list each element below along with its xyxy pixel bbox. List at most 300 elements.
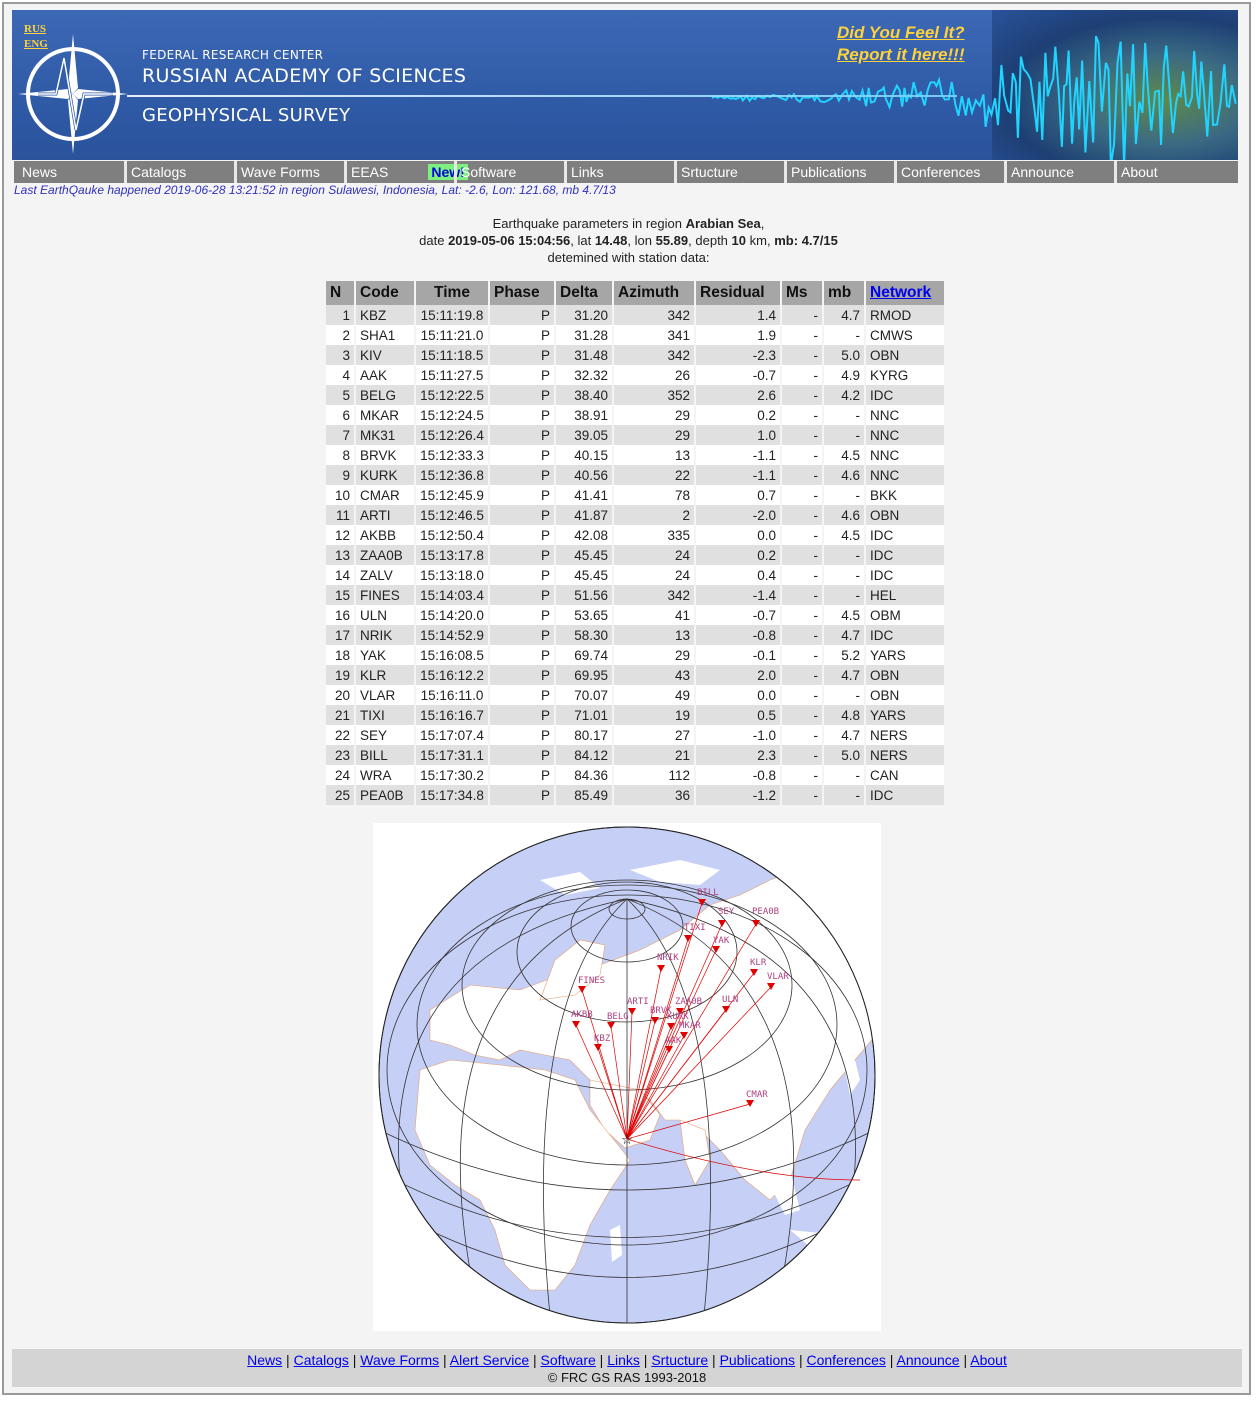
station-map xyxy=(373,823,881,1331)
row-n-cell: 22 xyxy=(326,725,355,745)
ms-cell: - xyxy=(781,385,823,405)
table-row xyxy=(326,585,945,605)
table-row xyxy=(326,725,945,745)
delta-cell: 71.01 xyxy=(555,705,613,725)
table-header-row xyxy=(326,281,945,305)
station-code-cell: KLR xyxy=(355,665,415,685)
arrival-time-cell: 15:16:11.0 xyxy=(415,685,489,705)
mb-cell: 4.5 xyxy=(823,525,865,545)
table-row xyxy=(326,545,945,565)
station-code-cell: KIV xyxy=(355,345,415,365)
phase-cell: P xyxy=(489,565,555,585)
azimuth-cell: 352 xyxy=(613,385,695,405)
lang-eng-link[interactable]: ENG xyxy=(24,38,48,50)
station-code-cell: ZAA0B xyxy=(355,545,415,565)
row-n-cell: 13 xyxy=(326,545,355,565)
delta-cell: 69.95 xyxy=(555,665,613,685)
station-label: ARTI xyxy=(627,997,649,1007)
table-row xyxy=(326,305,945,325)
language-switch xyxy=(24,22,48,52)
table-row xyxy=(326,325,945,345)
table-row xyxy=(326,785,945,805)
network-cell: IDC xyxy=(865,625,945,645)
mb-label: mb: xyxy=(774,233,799,248)
arrival-time-cell: 15:11:21.0 xyxy=(415,325,489,345)
ms-cell: - xyxy=(781,645,823,665)
footer-separator: | xyxy=(885,1352,897,1368)
station-code-cell: AKBB xyxy=(355,525,415,545)
row-n-cell: 17 xyxy=(326,625,355,645)
ms-cell: - xyxy=(781,585,823,605)
nav-label: Links xyxy=(571,164,604,180)
arrival-time-cell: 15:12:45.9 xyxy=(415,485,489,505)
footer-link-news[interactable]: News xyxy=(247,1352,283,1368)
station-code-cell: WRA xyxy=(355,765,415,785)
row-n-cell: 16 xyxy=(326,605,355,625)
ms-cell: - xyxy=(781,405,823,425)
report-link[interactable]: Report it here!!! xyxy=(837,45,965,64)
station-label: ULN xyxy=(722,995,739,1005)
network-cell: CAN xyxy=(865,765,945,785)
new-badge: New! xyxy=(428,164,467,180)
ms-cell: - xyxy=(781,545,823,565)
table-row xyxy=(326,625,945,645)
row-n-cell: 7 xyxy=(326,425,355,445)
delta-cell: 32.32 xyxy=(555,365,613,385)
footer-link-alert-service[interactable]: Alert Service xyxy=(449,1352,530,1368)
row-n-cell: 8 xyxy=(326,445,355,465)
mb-cell: - xyxy=(823,565,865,585)
station-table xyxy=(326,281,946,805)
footer-separator: | xyxy=(282,1352,294,1368)
footer-separator: | xyxy=(708,1352,720,1368)
station-code-cell: KBZ xyxy=(355,305,415,325)
site-footer xyxy=(12,1349,1242,1387)
nav-about[interactable] xyxy=(1114,161,1224,183)
azimuth-cell: 342 xyxy=(613,345,695,365)
residual-cell: 0.2 xyxy=(695,545,781,565)
network-cell: NNC xyxy=(865,445,945,465)
row-n-cell: 4 xyxy=(326,365,355,385)
delta-cell: 41.87 xyxy=(555,505,613,525)
site-header xyxy=(12,10,1238,160)
station-code-cell: CMAR xyxy=(355,485,415,505)
col-delta: Delta xyxy=(555,281,613,305)
residual-cell: 0.7 xyxy=(695,485,781,505)
arrival-time-cell: 15:17:07.4 xyxy=(415,725,489,745)
station-code-cell: BELG xyxy=(355,385,415,405)
arrival-time-cell: 15:11:27.5 xyxy=(415,365,489,385)
table-row xyxy=(326,685,945,705)
station-label: PEA0B xyxy=(752,907,780,917)
did-you-feel-it xyxy=(837,22,965,66)
row-n-cell: 18 xyxy=(326,645,355,665)
footer-separator: | xyxy=(529,1352,541,1368)
azimuth-cell: 78 xyxy=(613,485,695,505)
phase-cell: P xyxy=(489,765,555,785)
mb-cell: 4.5 xyxy=(823,445,865,465)
residual-cell: 1.9 xyxy=(695,325,781,345)
azimuth-cell: 29 xyxy=(613,405,695,425)
epicenter-star-icon: ☆ xyxy=(621,1133,633,1148)
phase-cell: P xyxy=(489,705,555,725)
network-cell: IDC xyxy=(865,785,945,805)
station-code-cell: TIXI xyxy=(355,705,415,725)
ms-cell: - xyxy=(781,445,823,465)
mb-cell: - xyxy=(823,685,865,705)
last-earthquake-ticker[interactable]: Last EarthQauke happened 2019-06-28 13:21:52 in region Sulawesi, Indonesia, Lat: -2.6, Lon: 121.68, mb 4.7/13 xyxy=(14,183,616,197)
table-row xyxy=(326,365,945,385)
delta-cell: 39.05 xyxy=(555,425,613,445)
phase-cell: P xyxy=(489,745,555,765)
azimuth-cell: 342 xyxy=(613,305,695,325)
footer-link-software[interactable]: Software xyxy=(540,1352,596,1368)
ms-cell: - xyxy=(781,305,823,325)
azimuth-cell: 36 xyxy=(613,785,695,805)
network-cell: IDC xyxy=(865,565,945,585)
nav-conferences[interactable] xyxy=(894,161,1004,183)
arrival-time-cell: 15:12:46.5 xyxy=(415,505,489,525)
col-ms: Ms xyxy=(781,281,823,305)
footer-link-announce[interactable]: Announce xyxy=(896,1352,960,1368)
station-label: CMAR xyxy=(746,1090,768,1100)
phase-cell: P xyxy=(489,785,555,805)
residual-cell: -0.8 xyxy=(695,625,781,645)
network-cell: IDC xyxy=(865,525,945,545)
phase-cell: P xyxy=(489,685,555,705)
ms-cell: - xyxy=(781,465,823,485)
nav-label: Catalogs xyxy=(131,164,187,180)
station-label: YAK xyxy=(713,936,730,946)
delta-cell: 38.40 xyxy=(555,385,613,405)
header-line-1: FEDERAL RESEARCH CENTER xyxy=(142,48,324,62)
delta-cell: 53.65 xyxy=(555,605,613,625)
ms-cell: - xyxy=(781,505,823,525)
delta-cell: 41.41 xyxy=(555,485,613,505)
station-code-cell: BILL xyxy=(355,745,415,765)
globe-map-svg xyxy=(373,823,881,1331)
station-table-body xyxy=(326,305,945,805)
station-label: NRIK xyxy=(657,953,679,963)
residual-cell: 1.0 xyxy=(695,425,781,445)
footer-separator: | xyxy=(959,1352,971,1368)
station-code-cell: FINES xyxy=(355,585,415,605)
azimuth-cell: 22 xyxy=(613,465,695,485)
phase-cell: P xyxy=(489,345,555,365)
arrival-time-cell: 15:13:17.8 xyxy=(415,545,489,565)
depth-unit: km xyxy=(749,233,767,248)
station-code-cell: VLAR xyxy=(355,685,415,705)
row-n-cell: 9 xyxy=(326,465,355,485)
station-label: FINES xyxy=(578,976,606,986)
azimuth-cell: 341 xyxy=(613,325,695,345)
station-label: BELG xyxy=(607,1012,629,1022)
arrival-time-cell: 15:12:26.4 xyxy=(415,425,489,445)
ms-cell: - xyxy=(781,485,823,505)
station-label: KURK xyxy=(667,1012,689,1022)
row-n-cell: 6 xyxy=(326,405,355,425)
phase-cell: P xyxy=(489,385,555,405)
phase-cell: P xyxy=(489,505,555,525)
header-divider xyxy=(127,95,957,97)
row-n-cell: 10 xyxy=(326,485,355,505)
row-n-cell: 2 xyxy=(326,325,355,345)
network-cell: IDC xyxy=(865,545,945,565)
phase-cell: P xyxy=(489,585,555,605)
table-row xyxy=(326,385,945,405)
station-label: MKAR xyxy=(679,1021,701,1031)
phase-cell: P xyxy=(489,465,555,485)
azimuth-cell: 43 xyxy=(613,665,695,685)
arrival-time-cell: 15:13:18.0 xyxy=(415,565,489,585)
station-code-cell: MKAR xyxy=(355,405,415,425)
delta-cell: 40.56 xyxy=(555,465,613,485)
ms-cell: - xyxy=(781,365,823,385)
network-cell: YARS xyxy=(865,645,945,665)
col-network xyxy=(865,281,945,305)
residual-cell: -0.7 xyxy=(695,605,781,625)
residual-cell: -0.8 xyxy=(695,765,781,785)
station-label: SEY xyxy=(718,907,735,917)
network-cell: YARS xyxy=(865,705,945,725)
nav-announce[interactable] xyxy=(1004,161,1114,183)
phase-cell: P xyxy=(489,365,555,385)
azimuth-cell: 13 xyxy=(613,445,695,465)
nav-links[interactable] xyxy=(564,161,674,183)
arrival-time-cell: 15:17:34.8 xyxy=(415,785,489,805)
seismogram-line xyxy=(712,36,1236,160)
mb-cell: 4.7 xyxy=(823,305,865,325)
delta-cell: 69.74 xyxy=(555,645,613,665)
table-row xyxy=(326,645,945,665)
col-time: Time xyxy=(415,281,489,305)
network-cell: HEL xyxy=(865,585,945,605)
residual-cell: -1.4 xyxy=(695,585,781,605)
station-code-cell: KURK xyxy=(355,465,415,485)
event-parameters xyxy=(0,215,1257,266)
delta-cell: 51.56 xyxy=(555,585,613,605)
residual-cell: 0.0 xyxy=(695,525,781,545)
station-code-cell: SHA1 xyxy=(355,325,415,345)
phase-cell: P xyxy=(489,525,555,545)
delta-cell: 58.30 xyxy=(555,625,613,645)
phase-cell: P xyxy=(489,445,555,465)
arrival-time-cell: 15:14:20.0 xyxy=(415,605,489,625)
ms-cell: - xyxy=(781,425,823,445)
azimuth-cell: 49 xyxy=(613,685,695,705)
arrival-time-cell: 15:11:19.8 xyxy=(415,305,489,325)
row-n-cell: 1 xyxy=(326,305,355,325)
nav-news[interactable] xyxy=(14,161,124,183)
col-residual: Residual xyxy=(695,281,781,305)
azimuth-cell: 335 xyxy=(613,525,695,545)
row-n-cell: 19 xyxy=(326,665,355,685)
mb-cell: 4.7 xyxy=(823,665,865,685)
mb-cell: 5.0 xyxy=(823,745,865,765)
station-label: AAK xyxy=(665,1036,682,1046)
row-n-cell: 21 xyxy=(326,705,355,725)
mb-cell: 4.7 xyxy=(823,725,865,745)
residual-cell: 2.3 xyxy=(695,745,781,765)
params-line-1: Earthquake parameters in region Arabian Sea, xyxy=(492,216,765,231)
nav-wave-forms[interactable] xyxy=(234,161,344,183)
delta-cell: 42.08 xyxy=(555,525,613,545)
nav-structure[interactable] xyxy=(674,161,784,183)
network-cell: OBM xyxy=(865,605,945,625)
event-mb: 4.7/15 xyxy=(801,233,838,248)
lang-rus-link[interactable]: RUS xyxy=(24,23,47,35)
footer-link-links[interactable]: Links xyxy=(607,1352,640,1368)
ms-cell: - xyxy=(781,325,823,345)
date-label: date xyxy=(419,233,445,248)
nav-software[interactable] xyxy=(454,161,564,183)
station-code-cell: ULN xyxy=(355,605,415,625)
station-label: TIXI xyxy=(684,923,706,933)
ms-cell: - xyxy=(781,345,823,365)
params-line-2: date 2019-05-06 15:04:56, lat 14.48, lon 55.89, depth 10 km, mb: 4.7/15 xyxy=(419,233,838,248)
table-row xyxy=(326,505,945,525)
footer-link-about[interactable]: About xyxy=(970,1352,1007,1368)
network-cell: OBN xyxy=(865,505,945,525)
azimuth-cell: 24 xyxy=(613,545,695,565)
mb-cell: - xyxy=(823,405,865,425)
event-lat: 14.48 xyxy=(594,233,628,248)
table-row xyxy=(326,405,945,425)
phase-cell: P xyxy=(489,405,555,425)
network-cell: CMWS xyxy=(865,325,945,345)
footer-link-publications[interactable]: Publications xyxy=(719,1352,796,1368)
network-cell: OBN xyxy=(865,665,945,685)
network-cell: NERS xyxy=(865,745,945,765)
table-row xyxy=(326,665,945,685)
footer-separator: | xyxy=(439,1352,450,1368)
mb-cell: - xyxy=(823,545,865,565)
arrival-time-cell: 15:16:16.7 xyxy=(415,705,489,725)
delta-cell: 31.20 xyxy=(555,305,613,325)
azimuth-cell: 13 xyxy=(613,625,695,645)
table-row xyxy=(326,745,945,765)
phase-cell: P xyxy=(489,305,555,325)
azimuth-cell: 24 xyxy=(613,565,695,585)
row-n-cell: 3 xyxy=(326,345,355,365)
station-code-cell: MK31 xyxy=(355,425,415,445)
station-label: KLR xyxy=(750,958,767,968)
mb-cell: 4.9 xyxy=(823,365,865,385)
residual-cell: 2.6 xyxy=(695,385,781,405)
station-label: AKBB xyxy=(571,1010,593,1020)
nav-label: EEAS xyxy=(351,164,389,180)
delta-cell: 84.12 xyxy=(555,745,613,765)
ms-cell: - xyxy=(781,745,823,765)
residual-cell: -1.1 xyxy=(695,445,781,465)
nav-label: Software xyxy=(461,164,517,180)
ms-cell: - xyxy=(781,605,823,625)
station-label: KBZ xyxy=(594,1034,611,1044)
mb-cell: 4.2 xyxy=(823,385,865,405)
header-line-2: RUSSIAN ACADEMY OF SCIENCES xyxy=(142,65,467,87)
nav-label: Announce xyxy=(1011,164,1075,180)
table-row xyxy=(326,765,945,785)
ms-cell: - xyxy=(781,665,823,685)
station-label: BILL xyxy=(697,888,719,898)
arrival-time-cell: 15:11:18.5 xyxy=(415,345,489,365)
network-cell: NNC xyxy=(865,405,945,425)
footer-separator: | xyxy=(595,1352,608,1368)
arrival-time-cell: 15:16:12.2 xyxy=(415,665,489,685)
arrival-time-cell: 15:14:52.9 xyxy=(415,625,489,645)
row-n-cell: 12 xyxy=(326,525,355,545)
arrival-time-cell: 15:17:31.1 xyxy=(415,745,489,765)
delta-cell: 38.91 xyxy=(555,405,613,425)
event-date: 2019-05-06 15:04:56 xyxy=(448,233,571,248)
footer-link-conferences[interactable]: Conferences xyxy=(806,1352,886,1368)
station-code-cell: SEY xyxy=(355,725,415,745)
mb-cell: - xyxy=(823,485,865,505)
azimuth-cell: 26 xyxy=(613,365,695,385)
delta-cell: 31.48 xyxy=(555,345,613,365)
phase-cell: P xyxy=(489,625,555,645)
phase-cell: P xyxy=(489,605,555,625)
residual-cell: 0.4 xyxy=(695,565,781,585)
delta-cell: 40.15 xyxy=(555,445,613,465)
mb-cell: 4.5 xyxy=(823,605,865,625)
mb-cell: - xyxy=(823,325,865,345)
col-code: Code xyxy=(355,281,415,305)
azimuth-cell: 27 xyxy=(613,725,695,745)
network-cell: NERS xyxy=(865,725,945,745)
ms-cell: - xyxy=(781,625,823,645)
delta-cell: 84.36 xyxy=(555,765,613,785)
feel-question-link[interactable]: Did You Feel It? xyxy=(837,23,965,42)
footer-link-srtucture[interactable]: Srtucture xyxy=(651,1352,709,1368)
nav-label: About xyxy=(1121,164,1158,180)
copyright-text: © FRC GS RAS 1993-2018 xyxy=(547,1370,707,1385)
arrival-time-cell: 15:14:03.4 xyxy=(415,585,489,605)
mb-cell: - xyxy=(823,425,865,445)
network-cell: IDC xyxy=(865,385,945,405)
col-mb: mb xyxy=(823,281,865,305)
nav-catalogs[interactable] xyxy=(124,161,234,183)
header-line-3: GEOPHYSICAL SURVEY xyxy=(142,105,351,126)
ms-cell: - xyxy=(781,765,823,785)
mb-cell: - xyxy=(823,585,865,605)
delta-cell: 80.17 xyxy=(555,725,613,745)
footer-link-catalogs[interactable]: Catalogs xyxy=(293,1352,349,1368)
network-cell: OBN xyxy=(865,345,945,365)
azimuth-cell: 2 xyxy=(613,505,695,525)
arrival-time-cell: 15:12:50.4 xyxy=(415,525,489,545)
lat-label: lat xyxy=(577,233,592,248)
azimuth-cell: 21 xyxy=(613,745,695,765)
network-cell: BKK xyxy=(865,485,945,505)
nav-eeas[interactable] xyxy=(344,161,465,183)
mb-cell: 4.6 xyxy=(823,465,865,485)
arrival-time-cell: 15:12:24.5 xyxy=(415,405,489,425)
network-cell: NNC xyxy=(865,465,945,485)
table-row xyxy=(326,445,945,465)
network-sort-link[interactable]: Network xyxy=(870,284,932,301)
nav-publications[interactable] xyxy=(784,161,894,183)
row-n-cell: 11 xyxy=(326,505,355,525)
delta-cell: 70.07 xyxy=(555,685,613,705)
footer-link-wave-forms[interactable]: Wave Forms xyxy=(360,1352,440,1368)
footer-links xyxy=(12,1351,1242,1369)
table-row xyxy=(326,345,945,365)
nav-label: Wave Forms xyxy=(241,164,320,180)
footer-separator: | xyxy=(795,1352,807,1368)
main-nav xyxy=(14,161,1238,183)
nav-label: Srtucture xyxy=(681,164,738,180)
